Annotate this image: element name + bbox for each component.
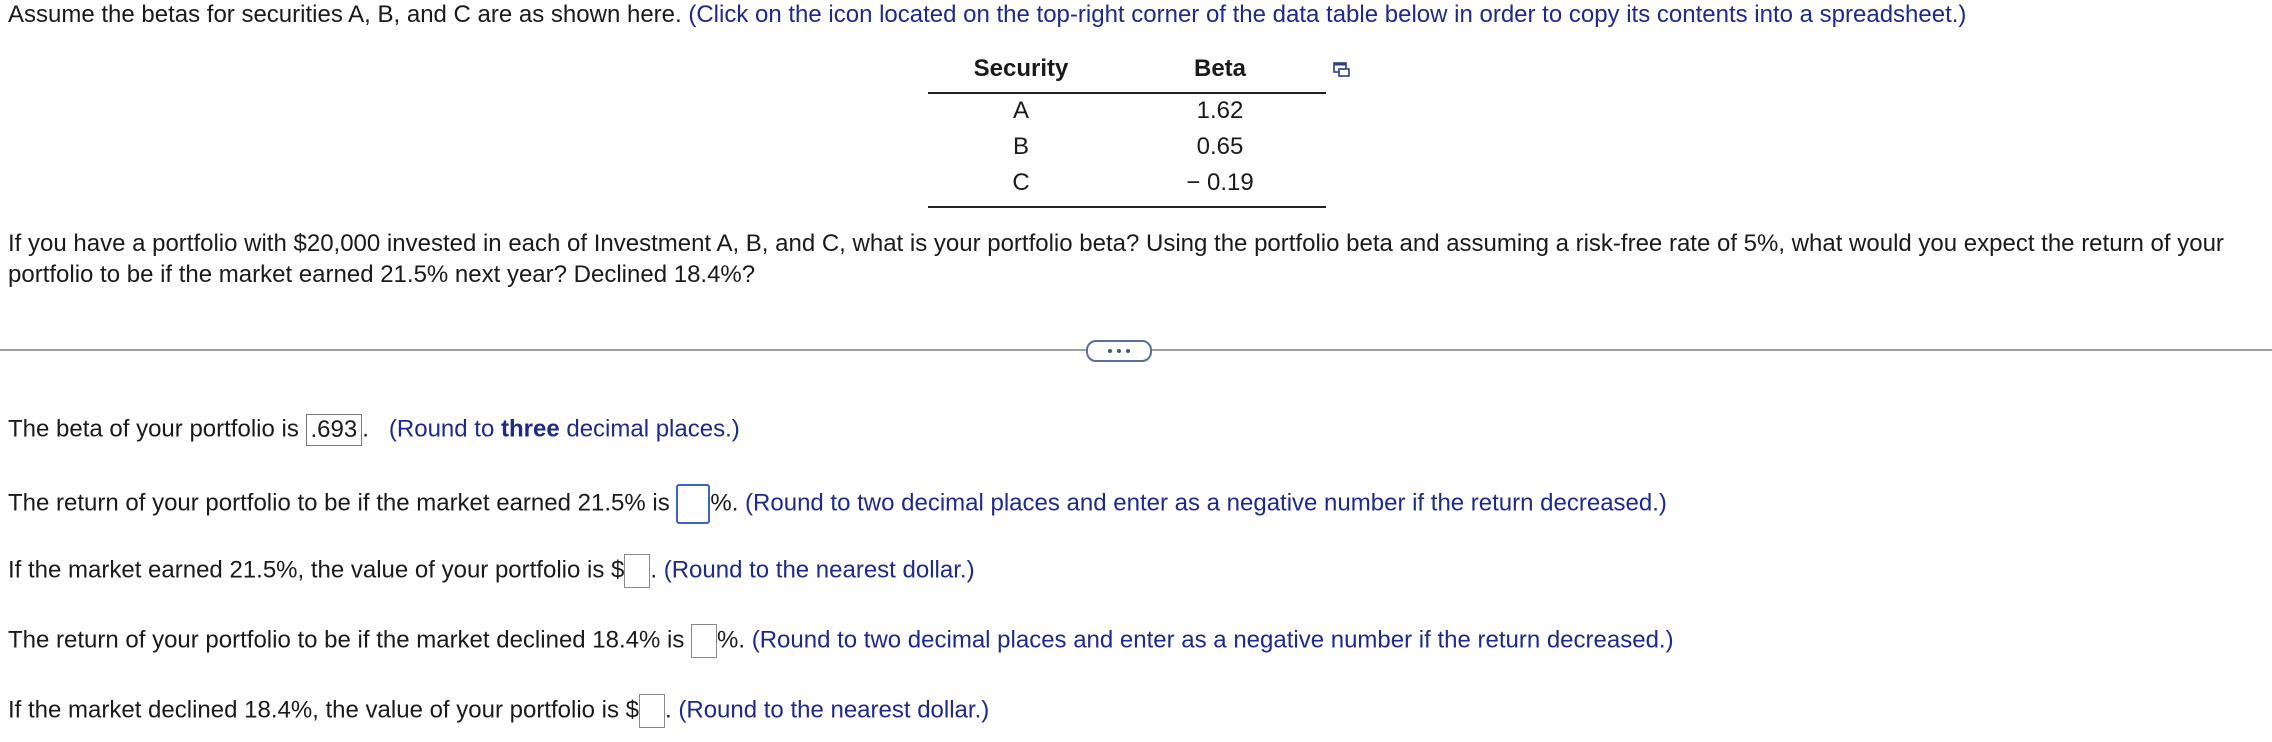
table-bottom-rule <box>928 206 1326 208</box>
return-up-hint: (Round to two decimal places and enter as a negative number if the return decreased.) <box>745 489 1667 517</box>
return-down-after: %. <box>717 626 746 654</box>
intro-hint: (Click on the icon located on the top-right corner of the data table below in order to copy its contents into a spreadsheet.) <box>688 1 1967 28</box>
question-text: If you have a portfolio with $20,000 invested in each of Investment A, B, and C, what is your portfolio beta? Using the portfolio beta and assuming a risk-free rate of 5%, what would you expect the return of your portfolio to be if the market earned 21.5% next year? Declined 18.4%? <box>8 230 2224 288</box>
intro-line <box>8 0 1966 30</box>
beta-cell: − 0.19 <box>1186 169 1254 196</box>
header-beta: Beta <box>1193 55 1247 82</box>
header-security: Security <box>973 55 1069 82</box>
value-down-line <box>8 694 989 728</box>
beta-hint-post: decimal places.) <box>559 415 740 443</box>
beta-label: The beta of your portfolio is <box>8 415 306 443</box>
value-up-hint: (Round to the nearest dollar.) <box>663 556 975 584</box>
value-up-input[interactable] <box>624 554 650 588</box>
table-row <box>928 130 1326 166</box>
beta-table <box>928 52 1326 208</box>
table-row <box>928 166 1326 202</box>
return-down-hint: (Round to two decimal places and enter as a negative number if the return decreased.) <box>751 626 1674 654</box>
return-up-input[interactable] <box>676 484 710 524</box>
return-down-input[interactable] <box>691 624 717 658</box>
table-row <box>928 94 1326 130</box>
beta-cell: 0.65 <box>1196 133 1244 160</box>
dot <box>1108 349 1112 353</box>
return-down-label: The return of your portfolio to be if the market declined 18.4% is <box>8 626 692 654</box>
more-icon[interactable] <box>1086 340 1152 362</box>
beta-after: . <box>362 415 369 443</box>
security-cell: B <box>1012 133 1029 160</box>
intro-text: Assume the betas for securities A, B, and C are as shown here. <box>8 1 689 28</box>
beta-hint <box>376 415 740 442</box>
value-up-label: If the market earned 21.5%, the value of your portfolio is $ <box>8 556 625 584</box>
dot <box>1126 349 1130 353</box>
beta-cell: 1.62 <box>1196 97 1244 124</box>
value-up-after: . <box>650 556 658 584</box>
security-cell: A <box>1012 97 1029 124</box>
beta-answer-line <box>8 414 740 446</box>
table-header <box>928 52 1326 94</box>
copy-icon[interactable] <box>1333 62 1351 78</box>
return-up-label: The return of your portfolio to be if the market earned 21.5% is <box>8 489 677 517</box>
value-up-line <box>8 554 975 588</box>
return-down-line <box>8 624 1674 658</box>
return-up-after: %. <box>710 489 739 517</box>
security-cell: C <box>1012 169 1030 196</box>
dot <box>1117 349 1121 353</box>
beta-hint-bold: three <box>500 415 560 443</box>
value-down-label: If the market declined 18.4%, the value of your portfolio is $ <box>8 696 640 724</box>
value-down-after: . <box>665 696 672 724</box>
value-down-hint: (Round to the nearest dollar.) <box>678 696 990 724</box>
beta-answer-field[interactable]: .693 <box>306 414 363 446</box>
value-down-input[interactable] <box>639 694 665 728</box>
return-up-line <box>8 484 1667 524</box>
beta-hint-pre: (Round to <box>388 415 501 443</box>
